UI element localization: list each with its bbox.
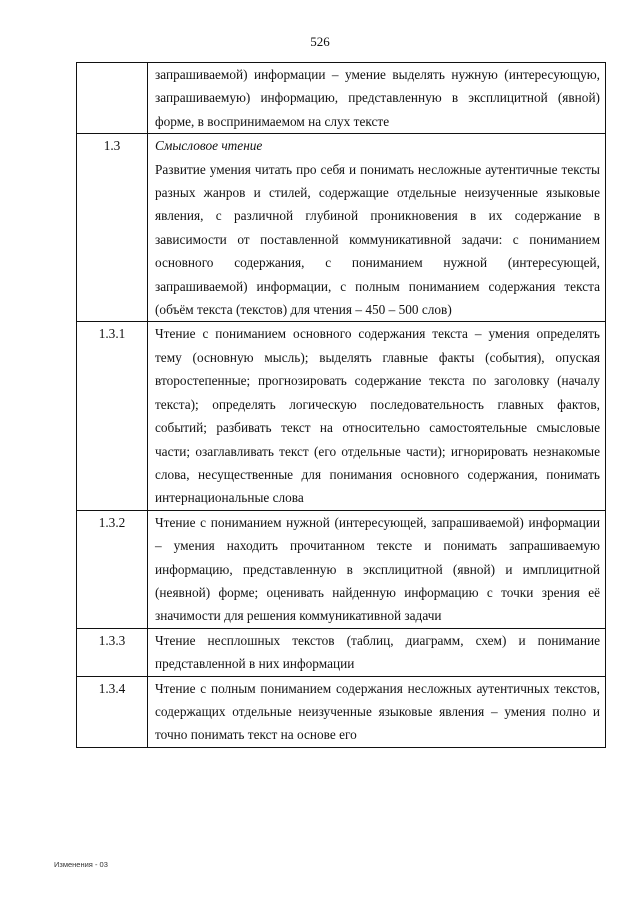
content-table [76,62,606,748]
row-text: Чтение с пониманием основного содержания текста – умения определять тему (основную мысль); выделять главные факты (события), опуская второстепенные; прогнозировать содержание текста по заголовку (началу текста); определять логическую последовательность главных фактов, событий; разбивать текст на относительно самостоятельные смысловые части; озаглавливать текст (его отдельные части); игнорировать незнакомые слова, несущественные для понимания основного содержания, понимать интернациональные слова [155,326,600,506]
section-heading: Смысловое чтение [155,138,263,154]
table-row [77,134,606,322]
row-content [148,134,606,322]
row-content [148,63,606,134]
row-content [148,510,606,628]
row-content [148,676,606,747]
row-text: Чтение с пониманием нужной (интересующей, запрашиваемой) информации – умения находить прочитанном тексте и понимать запрашиваемую информацию, представленную в эксплицитной (явной) и имплицитной (неявной) форме; оценивать найденную информацию с точки зрения её значимости для решения коммуникативной задачи [155,514,600,624]
table-row [77,63,606,134]
row-number: 1.3.3 [77,628,148,676]
table-row [77,322,606,510]
row-content [148,628,606,676]
row-content [148,322,606,510]
table-row [77,676,606,747]
row-number: 1.3.2 [77,510,148,628]
row-text: Чтение несплошных текстов (таблиц, диаграмм, схем) и понимание представленной в них информации [155,632,600,672]
table-row [77,628,606,676]
row-number: 1.3.4 [77,676,148,747]
row-text: Чтение с полным пониманием содержания несложных аутентичных текстов, содержащих отдельные неизученные языковые явления – умения полно и точно понимать текст на основе его [155,680,600,743]
table-row [77,510,606,628]
footer-revision: Изменения - 03 [54,860,108,869]
row-number [77,63,148,134]
row-number: 1.3.1 [77,322,148,510]
row-number: 1.3 [77,134,148,322]
page-number: 526 [310,34,330,49]
row-text: запрашиваемой) информации – умение выделять нужную (интересующую, запрашиваемую) информацию, представленную в эксплицитной (явной) форме, в воспринимаемом на слух тексте [155,67,600,129]
row-text: Развитие умения читать про себя и понимать несложные аутентичные тексты разных жанров и стилей, содержащие отдельные неизученные языковые явления, с различной глубиной проникновения в их содержание в зависимости от поставленной коммуникативной задачи: с пониманием основного содержания, с пониманием нужной (интересующей, запрашиваемой) информации, с полным пониманием содержания текста (объём текста (текстов) для чтения – 450 – 500 слов) [155,161,600,318]
